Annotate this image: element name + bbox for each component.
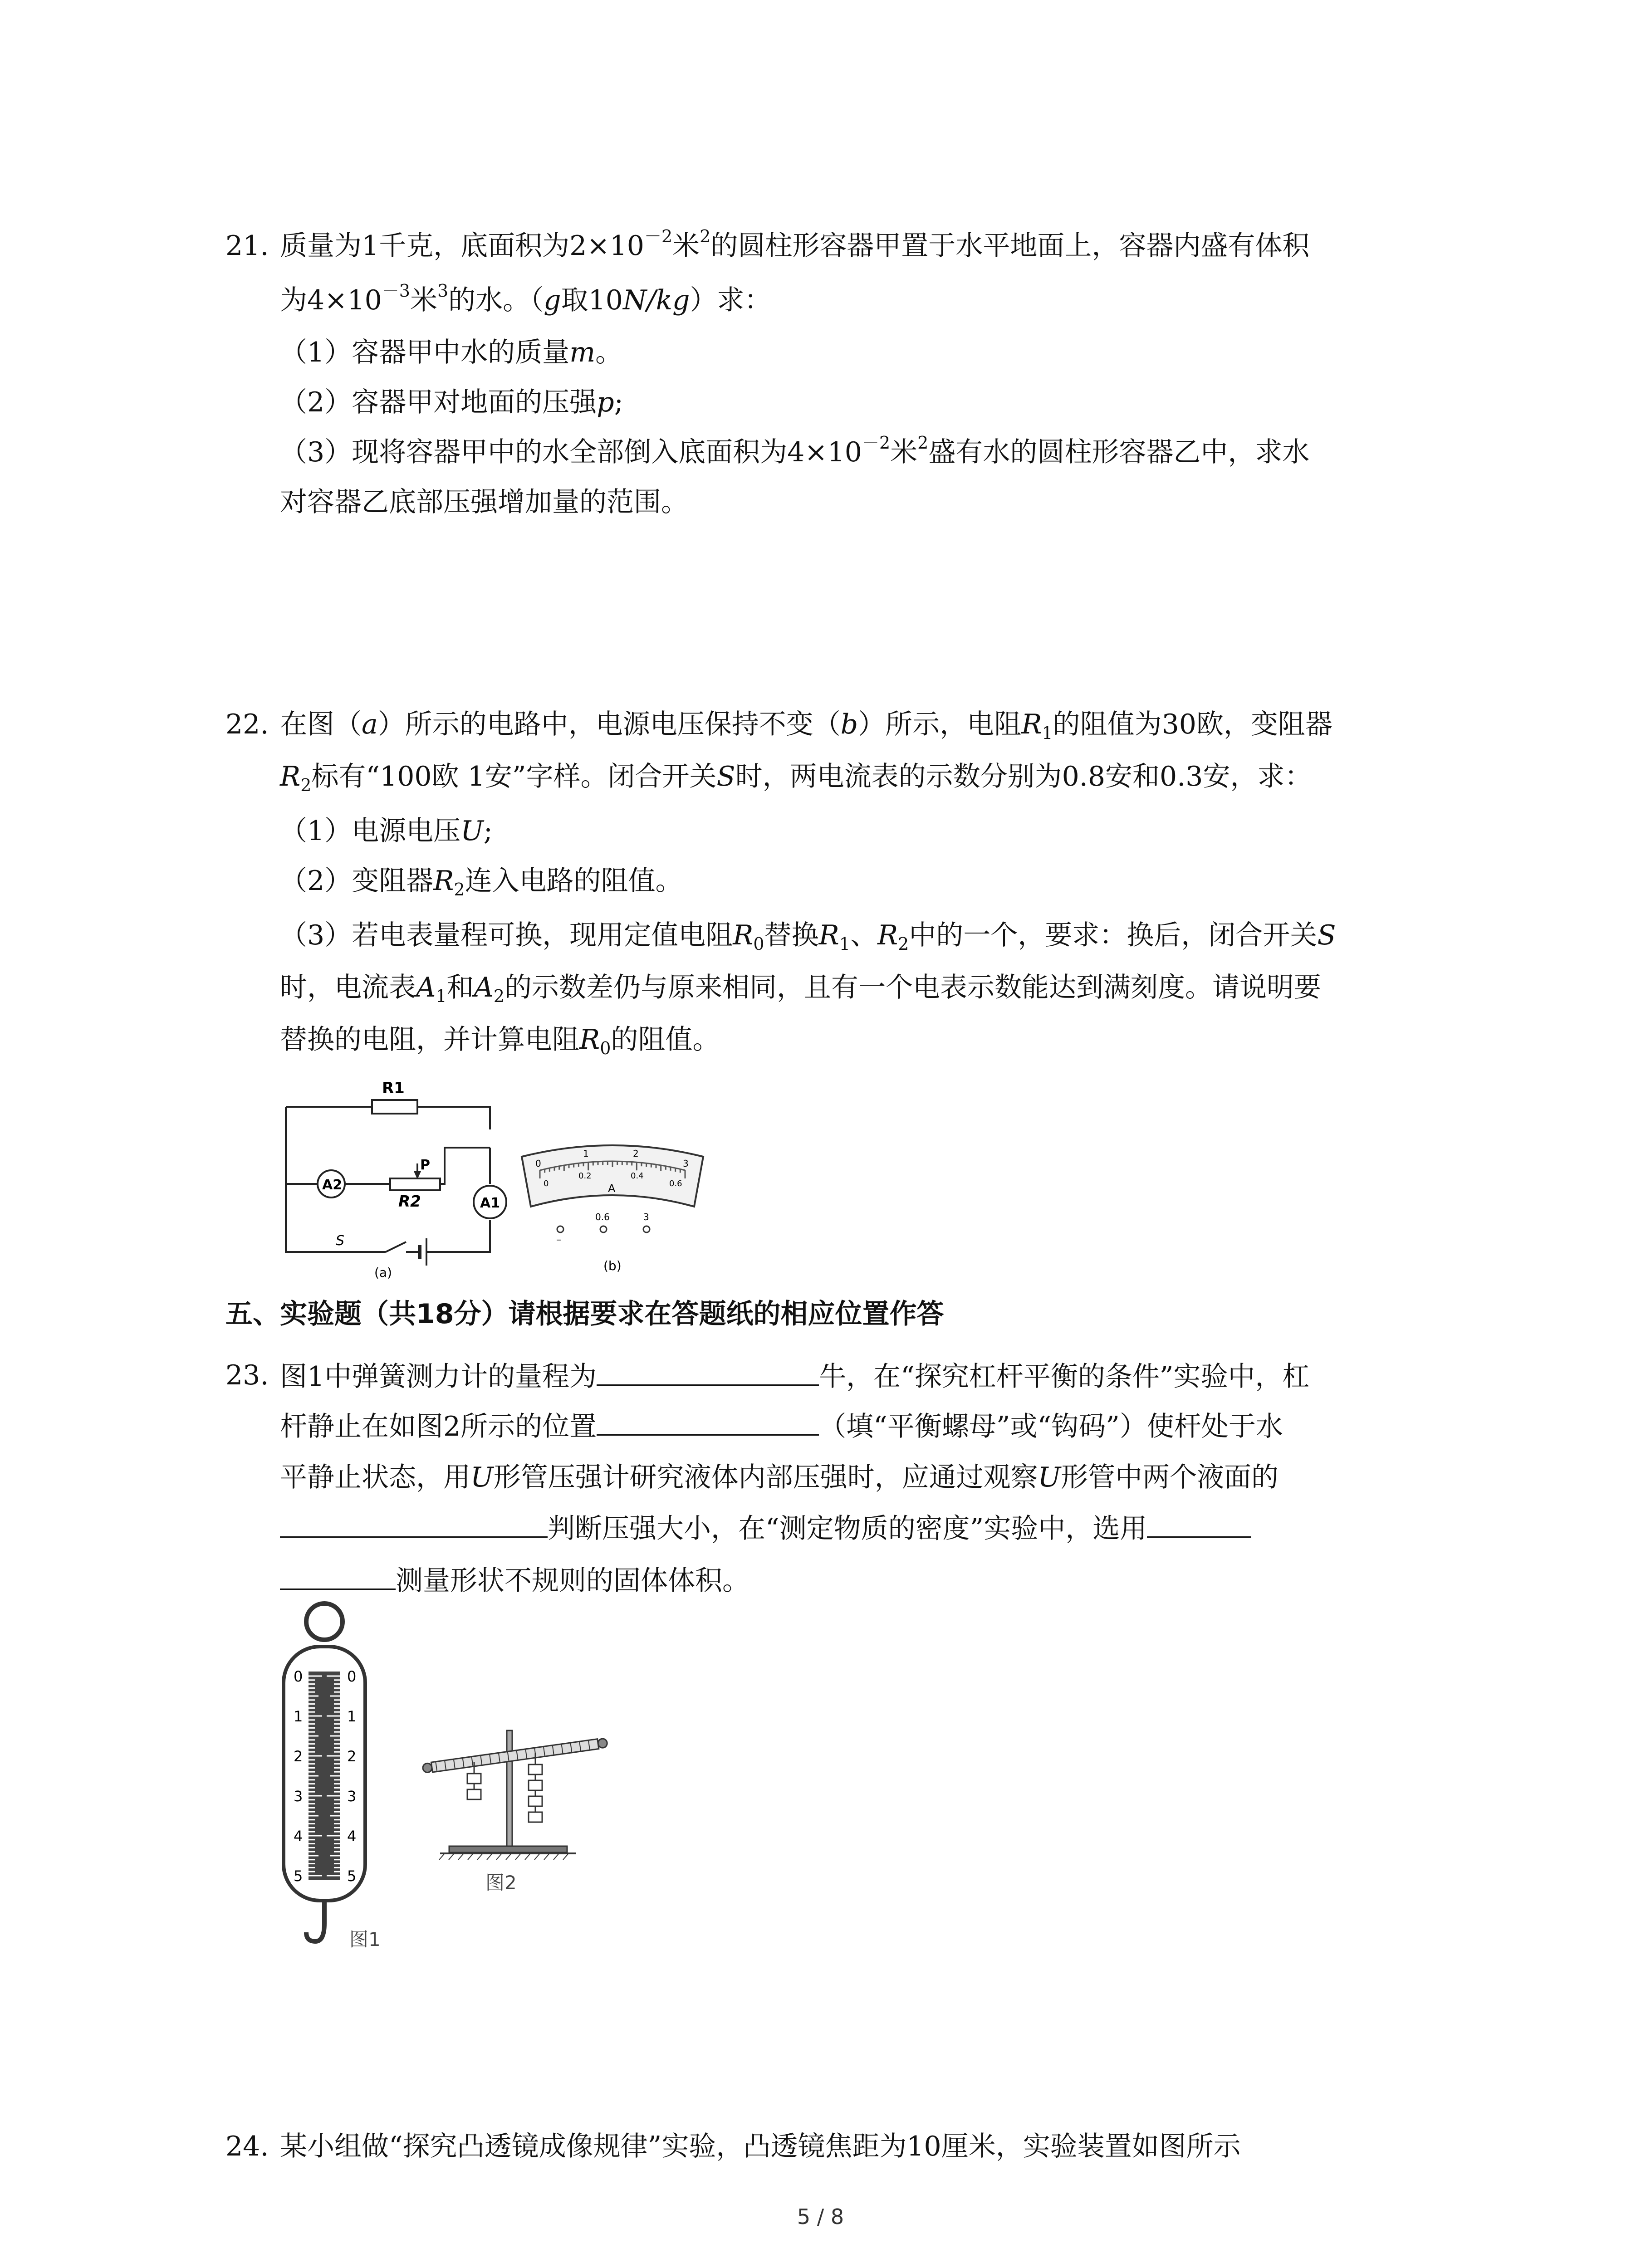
fig-b-caption: (b) [603, 1258, 622, 1273]
balance-scale-label-right: 2 [347, 1748, 357, 1765]
q22-part-1: （1）电源电压U; [280, 815, 493, 847]
balance-scale-label-left: 3 [294, 1788, 303, 1805]
terminal-0-6 [600, 1226, 607, 1232]
terminal-3 [643, 1226, 650, 1232]
dial-bottom-3: 0.6 [669, 1179, 682, 1188]
terminal-minus [557, 1226, 563, 1232]
dial-top-1: 1 [583, 1148, 589, 1159]
base-hatch-line [515, 1853, 521, 1860]
fig-a-caption: (a) [374, 1265, 392, 1279]
base-hatch-line [468, 1853, 473, 1860]
spring-balance-figure-1 [274, 1597, 392, 1960]
switch-icon [386, 1242, 420, 1252]
balance-scale-label-right: 4 [347, 1828, 357, 1845]
balance-nut-right-icon [598, 1738, 608, 1749]
q21-line-1: 质量为1千克，底面积为$2\times 10^{-2}$米$^2$的圆柱形容器甲置于水平地面上，容器内盛有体积 [280, 226, 1310, 262]
a1-label: A1 [480, 1195, 500, 1211]
lever-stand [507, 1730, 512, 1846]
circuit-figure-a [277, 1070, 522, 1279]
q23-line-4: 判断压强大小，在“测定物质的密度”实验中，选用 [280, 1508, 1251, 1548]
balance-scale-label-left: 0 [294, 1668, 303, 1685]
q23-line-1: 图1中弹簧测力计的量程为 牛，在“探究杠杆平衡的条件”实验中，杠 [280, 1356, 1310, 1396]
base-hatch-line [496, 1853, 502, 1860]
q24-number: 24. [225, 2131, 269, 2162]
dial-top-0: 0 [535, 1158, 541, 1169]
balance-scale-label-right: 0 [347, 1668, 357, 1685]
terminal-label-0: – [556, 1234, 561, 1246]
base-hatch-line [563, 1853, 568, 1860]
base-hatch-line [534, 1853, 540, 1860]
terminal-label-1: 0.6 [595, 1212, 610, 1222]
q22-line-2: $R_2$标有“100欧 1安”字样。闭合开关S时，两电流表的示数分别为0.8安和0.3安，求： [280, 761, 1312, 795]
ammeter-dial-figure-b [517, 1139, 708, 1284]
q23-line-5: 测量形状不规则的固体体积。 [280, 1560, 749, 1600]
left-hook-weights [467, 1762, 481, 1799]
balance-scale-label-left: 4 [294, 1828, 303, 1845]
q22-part-3: （3）若电表量程可换，现用定值电阻$R_0$替换$R_1$、$R_2$中的一个，要求：换后，闭合开关S [280, 919, 1336, 954]
balance-scale-label-right: 1 [347, 1708, 357, 1725]
fig1-caption: 图1 [349, 1928, 381, 1950]
base-hatch-line [544, 1853, 549, 1860]
q22-part-3-cont-2: 替换的电阻，并计算电阻$R_0$的阻值。 [280, 1024, 720, 1058]
lever-bar [431, 1739, 598, 1772]
q21-part-3-cont: 对容器乙底部压强增加量的范围。 [280, 486, 688, 518]
dial-unit: A [608, 1182, 616, 1195]
lever-figure-2 [422, 1706, 612, 1905]
q23-blank-1[interactable] [597, 1356, 819, 1386]
q23-blank-3[interactable] [280, 1508, 548, 1538]
dial-top-3: 3 [683, 1158, 689, 1169]
r1-label: R1 [382, 1079, 405, 1097]
q21-part-2: （2）容器甲对地面的压强p; [280, 386, 623, 418]
q23-number: 23. [225, 1359, 269, 1391]
q22-part-3-cont-1: 时，电流表$A_1$和$A_2$的示数差仍与原来相同，且有一个电表示数能达到满刻度。请说明要 [280, 972, 1322, 1006]
balance-scale-label-left: 2 [294, 1748, 303, 1765]
q22-number: 22. [225, 709, 269, 740]
base-hatch-line [439, 1853, 445, 1860]
page-number: 5 / 8 [797, 2204, 844, 2229]
base-hatch-line [525, 1853, 530, 1860]
q21-line-2: 为$4\times 10^{-3}$米$^3$的水。（g取10N/kg）求： [280, 281, 772, 316]
fig2-caption: 图2 [485, 1872, 517, 1894]
q23-blank-4b[interactable] [280, 1560, 396, 1590]
base-hatch-line [458, 1853, 464, 1860]
base-hatch-line [449, 1853, 454, 1860]
q21-number: 21. [225, 230, 269, 262]
base-hatch-line [487, 1853, 492, 1860]
dial-bottom-1: 0.2 [578, 1171, 592, 1181]
right-hook-weights [529, 1753, 542, 1822]
q23-line-2: 杆静止在如图2所示的位置 （填“平衡螺母”或“钩码”）使杆处于水 [280, 1406, 1283, 1446]
q21-part-3: （3）现将容器甲中的水全部倒入底面积为$4\times 10^{-2}$米$^2$盛有水的圆柱形容器乙中，求水 [280, 433, 1310, 468]
q22-part-2: （2）变阻器$R_2$连入电路的阻值。 [280, 865, 683, 899]
q23-line-3: 平静止状态，用U形管压强计研究液体内部压强时，应通过观察U形管中两个液面的 [280, 1461, 1279, 1493]
dial-bottom-2: 0.4 [631, 1171, 644, 1181]
q23-blank-2[interactable] [597, 1406, 819, 1436]
dial-bottom-0: 0 [544, 1179, 549, 1188]
section-5-title: 五、实验题（共18分）请根据要求在答题纸的相应位置作答 [225, 1298, 944, 1330]
balance-scale-label-left: 1 [294, 1708, 303, 1725]
base-hatch-line [477, 1853, 483, 1860]
lever-base [449, 1846, 567, 1853]
r2-label: R2 [398, 1193, 421, 1211]
a2-label: A2 [322, 1177, 343, 1193]
rheostat-r2 [390, 1178, 440, 1190]
s-label: S [336, 1233, 345, 1249]
p-label: P [420, 1157, 430, 1173]
resistor-r1 [372, 1100, 417, 1114]
q22-line-1: 在图（a）所示的电路中，电源电压保持不变（b）所示，电阻$R_1$的阻值为30欧，变阻器 [280, 709, 1332, 743]
base-hatch-line [554, 1853, 559, 1860]
terminal-label-2: 3 [643, 1212, 649, 1222]
q21-part-1: （1）容器甲中水的质量m。 [280, 337, 623, 368]
dial-face [522, 1145, 703, 1207]
balance-scale-label-right: 3 [347, 1788, 357, 1805]
q24-line-1: 某小组做“探究凸透镜成像规律”实验，凸透镜焦距为10厘米，实验装置如图所示 [280, 2131, 1241, 2162]
balance-ring-icon [306, 1603, 343, 1640]
dial-top-2: 2 [633, 1148, 639, 1159]
q23-blank-4a[interactable] [1147, 1508, 1251, 1538]
balance-hook-icon [306, 1901, 324, 1941]
base-hatch-line [506, 1853, 511, 1860]
balance-nut-left-icon [422, 1763, 433, 1773]
battery-icon [420, 1238, 426, 1266]
balance-scale-label-left: 5 [294, 1867, 303, 1885]
balance-scale-label-right: 5 [347, 1867, 357, 1885]
